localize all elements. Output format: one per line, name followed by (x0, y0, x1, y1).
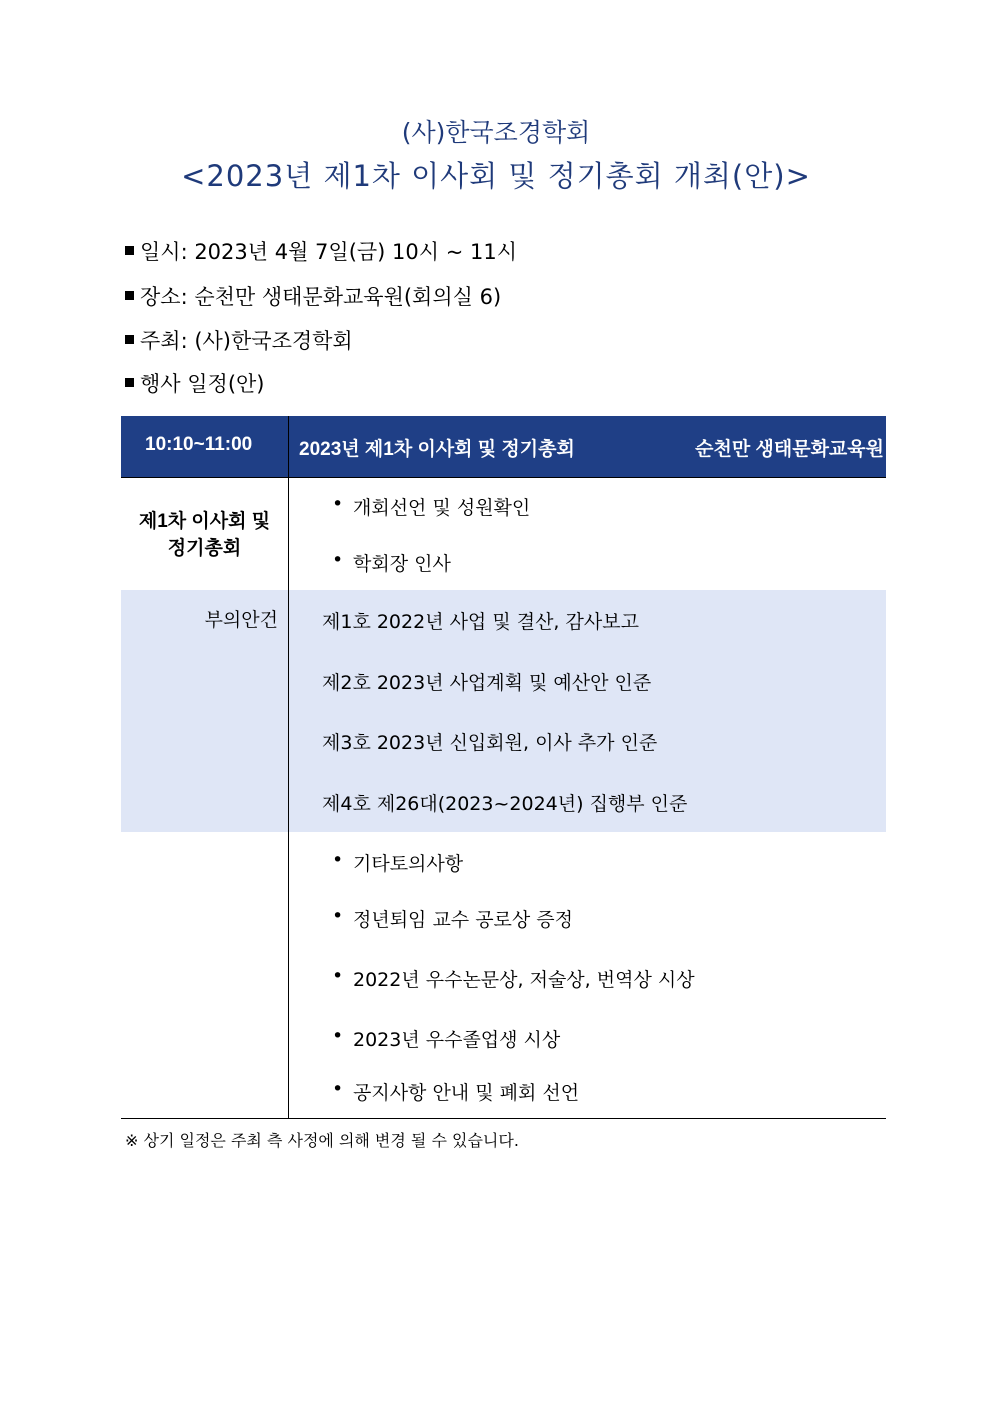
agenda-label: 부의안건 (204, 609, 278, 631)
info-venue (125, 281, 501, 311)
square-bullet-icon (125, 335, 134, 344)
square-bullet-icon (125, 246, 134, 255)
info-date-text: 일시: 2023년 4월 7일(금) 10시 ~ 11시 (140, 240, 518, 264)
list-item: • 2023년 우수졸업생 시상 (353, 1025, 560, 1052)
agenda-item: 제2호 2023년 사업계획 및 예산안 인준 (322, 672, 652, 694)
header-location: 순천만 생태문화교육원 (695, 439, 884, 460)
list-item: • 학회장 인사 (353, 549, 451, 576)
square-bullet-icon (125, 291, 134, 300)
info-schedule-text: 행사 일정(안) (140, 372, 265, 396)
square-bullet-icon (125, 378, 134, 387)
schedule-table (121, 416, 886, 1120)
header-time: 10:10~11:00 (145, 434, 253, 455)
footnote: ※ 상기 일정은 주최 측 사정에 의해 변경 될 수 있습니다. (125, 1131, 519, 1150)
table-bottom-border (121, 1118, 886, 1119)
header-event: 2023년 제1차 이사회 및 정기총회 (299, 439, 575, 460)
list-item: • 2022년 우수논문상, 저술상, 번역상 시상 (353, 965, 695, 992)
agenda-item: 제3호 2023년 신입회원, 이사 추가 인준 (322, 732, 658, 754)
info-host-text: 주최: (사)한국조경학회 (140, 329, 353, 353)
info-venue-text: 장소: 순천만 생태문화교육원(회의실 6) (140, 285, 502, 309)
agenda-item: 제1호 2022년 사업 및 결산, 감사보고 (322, 611, 639, 633)
schedule-header (121, 416, 886, 477)
info-host (125, 325, 353, 355)
org-title: (사)한국조경학회 (401, 118, 591, 147)
info-date (125, 236, 517, 266)
column-divider (288, 416, 289, 1118)
list-item: • 정년퇴임 교수 공로상 증정 (353, 905, 573, 932)
agenda-item: 제4호 제26대(2023~2024년) 집행부 인준 (322, 793, 688, 815)
section1-label: 제1차 이사회 및 정기총회 (138, 511, 271, 559)
document-title: <2023년 제1차 이사회 및 정기총회 개최(안)> (181, 159, 811, 193)
header-divider (121, 477, 886, 478)
list-item: • 공지사항 안내 및 폐회 선언 (353, 1078, 579, 1105)
list-item: • 기타토의사항 (353, 849, 463, 876)
info-schedule (125, 368, 265, 398)
list-item: • 개회선언 및 성원확인 (353, 493, 530, 520)
